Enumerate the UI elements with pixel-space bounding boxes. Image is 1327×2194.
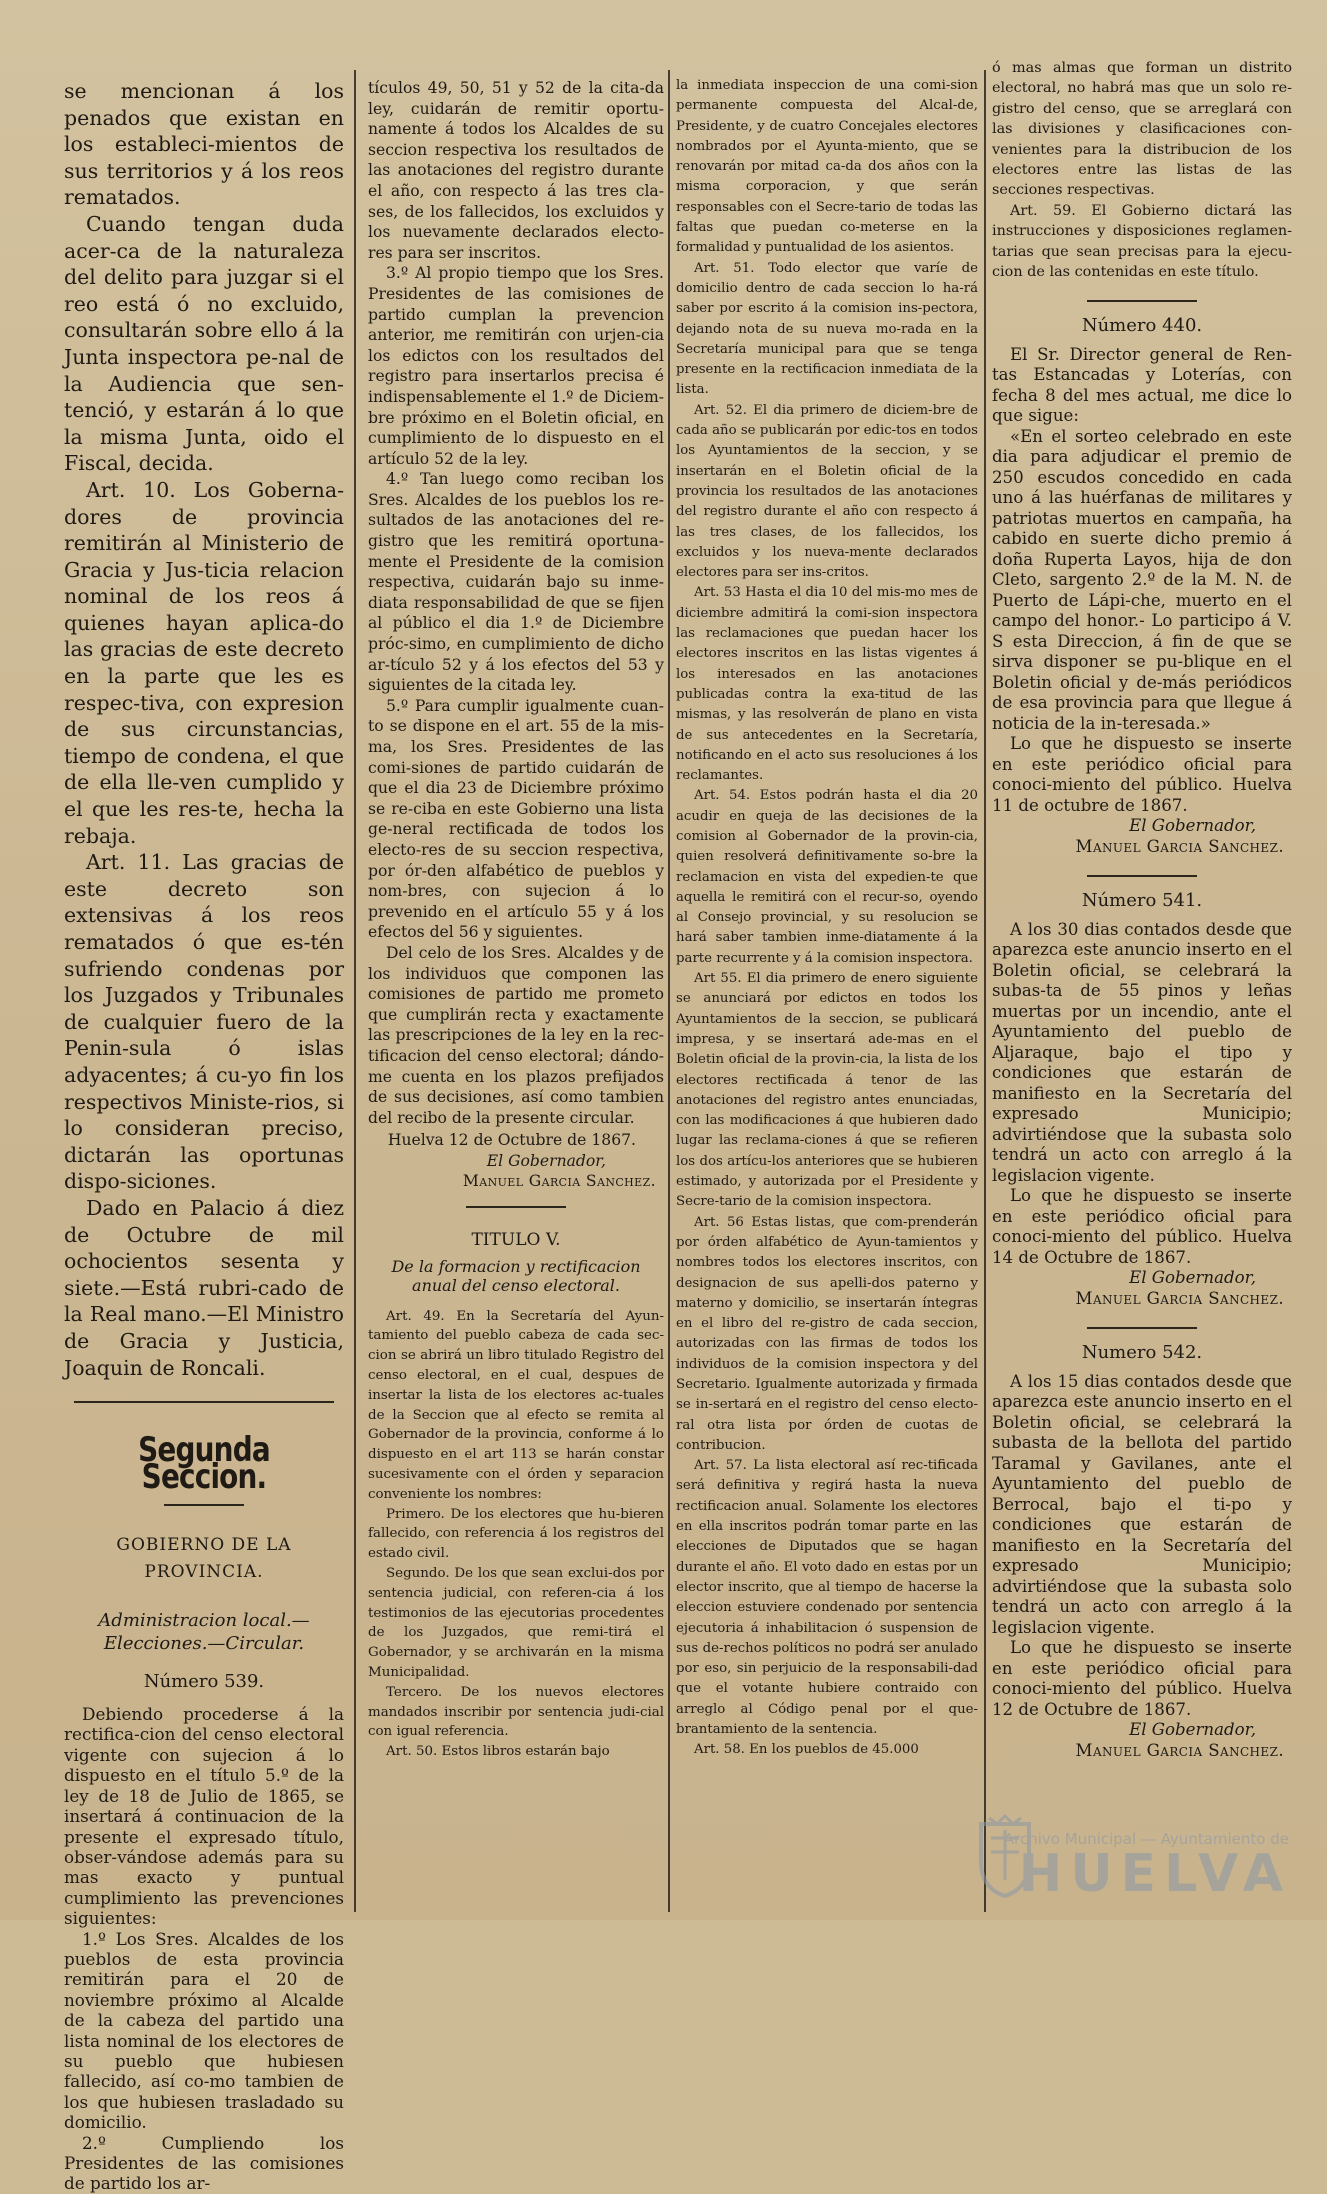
circular-body [64,1704,344,2194]
column-1 [64,78,344,2194]
decree-closing: Dado en Palacio á diez de Octubre de mil ochocientos sesenta y siete.—Está rubri-cado de la Real mano.—El Ministro de Gracia y Justicia, Joaquin de Roncali. [64,1195,344,1380]
notice-number: Número 541. [1081,890,1203,912]
column-rule [984,70,986,1912]
paragraph: se mencionan á los penados que existan en los estableci-mientos de sus territorios y á los reos rematados. [64,79,344,210]
paragraph: «En el sorteo celebrado en este dia para adjudicar el premio de 250 escudos concedido en cada uno á las huérfanas de militares y patriotas muertos en campaña, ha cabido en suerte dicho premio á doña Ruperta Layos, hija de don Cleto, sargento 2.º de la M. N. de Puerto de Lápi-che, muerto en el campo del honor.- Lo participo á V. S esta Direccion, á fin de que se sirva disponer se pu-blique en el Boletin oficial y de-más periódicos de esa provincia para que llegue á noticia de la in-teresada.» [992,426,1292,733]
divider [164,1504,244,1506]
paragraph: A los 15 dias contados desde que aparezca este anuncio inserto en el Boletin oficial, se celebrará la subasta de la bellota del partido Taramal y Gavilanes, ante el Ayuntamiento del pueblo de Berrocal, bajo el ti-po y condiciones que estarán de manifiesto en la Secretaría del expresado Municipio; advirtiéndose que la subasta solo tendrá un acto con arreglo á la legislacion vigente. [992,1371,1292,1637]
column-4 [992,58,1292,1920]
paragraph: Lo que he dispuesto se inserte en este periódico oficial para conoci-miento del público. Huelva 11 de octubre de 1867. [992,734,1292,815]
signature-title: El Gobernador, [486,1151,606,1170]
watermark-top-text: Archivo Municipal — Ayuntamiento de [1003,1830,1289,1848]
gobierno-heading: GOBIERNO DE LA PROVINCIA. [116,1535,292,1582]
article-52: Art. 52. El dia primero de diciem-bre de cada año se publicarán por edic-tos en todos los Ayuntamientos de la seccion, y se insertarán en el Boletin oficial de la provincia los resultados de las anotaciones del registro durante el año con respecto á las tres clases, de los fallecidos, los excluidos y los nueva-mente declarados electores para ser ins-critos. [676,402,978,581]
signature-name: Manuel Garcia Sanchez. [462,1172,656,1191]
paragraph: Cuando tengan duda acer-ca de la naturaleza del delito para juzgar si el reo está ó no excluido, consultarán sobre ello á la Junta inspectora pe-nal de la Audiencia que sen-tenció, y estarán á lo que la misma Junta, oido el Fiscal, decida. [64,211,344,476]
paragraph: Debiendo procederse á la rectifica-cion del censo electoral vigente con sujecion á lo dispuesto en el título 5.º de la ley de 18 de Julio de 1865, se insertará á continuacion de la presente el expresado título, obser-vándose además para su mas exacto y puntual cumplimiento las prevenciones siguientes: [64,1704,344,1929]
paragraph: la inmediata inspeccion de una comi-sion permanente compuesta del Alcal-de, Presidente, y de cuatro Concejales electores nombrados por el Ayunta-miento, que se renovarán por mitad ca-da dos años con la misma corporacion, y que serán responsables con el Secre-tario de todas las faltas que puedan co-meterse en la formalidad y puntualidad de los asientos. [676,78,978,256]
article-58: Art. 58. En los pueblos de 45.000 [694,1742,919,1758]
divider [466,1206,566,1208]
signature-title: El Gobernador, [1129,1268,1256,1288]
paragraph: Tercero. De los nuevos electores mandados inscribir por sentencia judi-cial con igual referencia. [368,1684,664,1740]
paragraph: Lo que he dispuesto se inserte en este periódico oficial para conoci-miento del público. Huelva 12 de Octubre de 1867. [992,1638,1292,1719]
article-57: Art. 57. La lista electoral así rec-tificada será definitiva y regirá hasta la nueva rectificacion anual. Solamente los electores en ella inscritos podrán tomar parte en las elecciones de Diputados que se hagan durante el año. El voto dado en estas por un elector inscrito, que al tiempo de hacerse la eleccion estuviere condenado por sentencia ejecutoria á inhabilitacion ó suspension de sus de-rechos políticos no podrá ser anulado por eso, sin perjuicio de la responsabili-dad que el votante hubiere contraido con arreglo al Código penal por el que-brantamiento de la sentencia. [676,1458,978,1738]
signature-date: Huelva 12 de Octubre de 1867. [387,1131,636,1150]
signature-name: Manuel Garcia Sanchez. [1075,836,1284,856]
paragraph: 4.º Tan luego como reciban los Sres. Alcaldes de los pueblos los re-sultados de las anotaciones del re-gistro que les remitirá oportuna-mente el Presidente de la comision respectiva, cuidarán bajo su inme-diata responsabilidad de que se fijen al público el dia 1.º de Diciembre próc-simo, en cumplimiento de dicho ar-tículo 52 y á los efectos del 53 y siguientes de la citada ley. [368,470,664,695]
section-title: Segunda Seccion. [138,1430,270,1497]
article-49: Art. 49. En la Secretaría del Ayun-tamiento del pueblo cabeza de cada sec-cion se abrirá un libro titulado Registro del censo electoral, en el cual, despues de insertar la lista de los electores ac-tuales de la Seccion que al efecto se remita al Gobernador de la provincia, conforme á lo dispuesto en el art 113 se harán constar sucesivamente con el órden y separacion conveniente los nombres: [368,1308,664,1502]
column-rule [668,70,670,1912]
divider [74,1401,334,1403]
signature-name: Manuel Garcia Sanchez. [1075,1288,1284,1308]
archive-watermark [973,1774,1303,1914]
paragraph: tículos 49, 50, 51 y 52 de la cita-da ley, cuidarán de remitir oportu-namente á todos los Alcaldes de su seccion respectiva los resultados de las anotaciones del registro durante el año, con respecto á las tres cla-ses, de los fallecidos, los excluidos y los nuevamente declarados electo-res para ser inscritos. [368,79,664,262]
titulo-body [368,1307,664,1762]
paragraph: Del celo de los Sres. Alcaldes y de los individuos que componen las comisiones de partido me prometo que cumplirán recta y exactamente las prescripciones de la ley en la rec-tificacion del censo electoral; dándo-me cuenta en los plazos prefijados de sus decisiones, así como tambien del recibo de la presente circular. [368,943,664,1127]
article-10: Art. 10. Los Goberna-dores de provincia remitirán al Ministerio de Gracia y Jus-ticia relacion nominal de los reos á quienes hayan aplica-do las gracias de este decreto en la parte que les es respec-tiva, con expresion de sus circunstancias, tiempo de condena, el que de ella lle-ven cumplido y el que les res-te, hecha la rebaja. [64,477,344,848]
divider [1087,300,1197,302]
paragraph: ó mas almas que forman un distrito electoral, no habrá mas que un solo re-gistro del censo, que se arreglará con las divisiones y clasificaciones con-venientes para la distribucion de los electores entre las listas de las secciones respectivas. [992,60,1292,199]
titulo-subheading: De la formacion y rectificacion anual del censo electoral. [391,1256,641,1295]
notice-440 [992,316,1292,857]
signature-title: El Gobernador, [1129,1720,1256,1740]
paragraph: 5.º Para cumplir igualmente cuan-to se dispone en el art. 55 de la mis-ma, los Sres. Presidentes de las comi-siones de partido cuidarán de que el dia 23 de Diciembre próximo se re-ciba en este Gobierno una lista ge-neral rectificada de todos los electo-res de su seccion respectiva, por ór-den alfabético de pueblos y nom-bres, con sujecion á lo prevenido en el artículo 55 y á los efectos del 56 y siguientes. [368,696,664,942]
divider [1087,875,1197,877]
paragraph: Segundo. De los que sean exclui-dos por sentencia judicial, con referen-cia á los testimonios de las ejecutorias procedentes de los Juzgados, que remi-tirá el Gobernador, y se archivarán en la misma Municipalidad. [368,1566,664,1680]
divider [1087,1327,1197,1329]
signature-title: El Gobernador, [1129,816,1256,836]
column-3 [676,76,978,1920]
watermark-text: HUELVA [1018,1844,1291,1904]
article-55: Art 55. El dia primero de enero siguiente se anunciará por edictos en todos los Ayuntamientos de la seccion, se publicará impresa, y se insertará ade-mas en el Boletin oficial de la provin-cia, la lista de los electores rectificada á tenor de las anotaciones del registro antes enunciadas, con las modificaciones á que hubieren dado lugar las reclama-ciones á que se refieren los dos artícu-los anteriores que se hubieren estimado, y autorizada por el Presidente y Secre-tario de la comision inspectora. [676,971,978,1210]
paragraph: 3.º Al propio tiempo que los Sres. Presidentes de las comisiones de partido cumplan la prevencion anterior, me remitirán con urjen-cia los edictos con los resultados del registro para insertarlos precisa é indispensablemente el 1.º de Diciem-bre próximo en el Boletin oficial, en cumplimiento de lo dispuesto en el artículo 52 de la ley. [368,264,664,468]
notice-541 [992,891,1292,1309]
signature-name: Manuel Garcia Sanchez. [1075,1740,1284,1760]
paragraph: 1.º Los Sres. Alcaldes de los pueblos de esta provincia remitirán para el 20 de noviembre próximo al Alcalde de la cabeza del partido una lista nominal de los electores de su pueblo que hubiesen fallecido, así co-mo tambien de los que hubiesen trasladado su domicilio. [64,1928,344,2133]
paragraph: Primero. De los electores que hu-bieren fallecido, con referencia á los registros del estado civil. [368,1506,664,1562]
article-11: Art. 11. Las gracias de este decreto son extensivas á los reos rematados ó que es-tén sufriendo condenas por los Juzgados y Tribunales de cualquier fuero de la Penin-sula ó islas adyacentes; á cu-yo fin los respectivos Ministe-rios, si lo consideran preciso, dictarán las oportunas dispo-siciones. [64,850,344,1194]
article-56: Art. 56 Estas listas, que com-prenderán por órden alfabético de Ayun-tamientos y nombres todos los electores inscritos, con designacion de sus apelli-dos paterno y materno y domicilio, se insertarán íntegras en el libro del re-gistro de cada seccion, autorizadas con las firmas de todos los individuos de la comision inspectora y del Secretario. Igualmente autorizada y firmada se in-sertará en el registro del censo electo-ral otra lista por órden de cuotas de contribucion. [676,1214,978,1453]
notice-number: Numero 542. [1081,1342,1203,1364]
article-59: Art. 59. El Gobierno dictará las instrucciones y disposiciones reglamen-tarias que sean precisas para la ejecu-cion de las contenidas en este título. [992,202,1292,281]
column-2 [368,78,664,1920]
article-51: Art. 51. Todo elector que varíe de domicilio dentro de cada seccion lo ha-rá saber por escrito á la comision ins-pectora, dejando nota de su nueva mo-rada en la Secretaría municipal para que se tenga presente en la rectificacion inmediata de la lista. [676,260,978,398]
titulo-heading: TITULO V. [471,1230,561,1251]
notice-number: Número 539. [143,1671,265,1693]
article-50: Art. 50. Estos libros estarán bajo [386,1744,610,1760]
admin-subheading: Administracion local.—Elecciones.—Circular. [98,1610,310,1655]
notice-542 [992,1343,1292,1761]
paragraph: 2.º Cumpliendo los Presidentes de las comisiones de partido los ar- [64,2132,344,2194]
paragraph: A los 30 dias contados desde que aparezca este anuncio inserto en el Boletin oficial, se celebrará la subas-ta de 55 pinos y leñas muertas por un incendio, ante el Ayuntamiento del pueblo de Aljaraque, bajo el tipo y condiciones que estarán de manifiesto en la Secretaría del expresado Municipio; advirtiéndose que la subasta solo tendrá un acto con arreglo á la legislacion vigente. [992,919,1292,1185]
paragraph: El Sr. Director general de Ren-tas Estancadas y Loterías, con fecha 8 del mes actual, me dice lo que sigue: [992,344,1292,426]
paragraph: Lo que he dispuesto se inserte en este periódico oficial para conoci-miento del público. Huelva 14 de Octubre de 1867. [992,1186,1292,1267]
article-53: Art. 53 Hasta el dia 10 del mis-mo mes de diciembre admitirá la comi-sion inspectora las reclamaciones que puedan hacer los electores inscritos en las listas vigentes á los interesados en las anotaciones publicadas contra la exa-titud de las mismas, y las resolverán de plano en vista de sus antecedentes en la Secretaría, notificando en el acto sus resoluciones á los reclamantes. [676,585,978,784]
column-rule [354,70,356,1912]
article-54: Art. 54. Estos podrán hasta el dia 20 acudir en queja de las decisiones de la comision al Gobernador de la provin-cia, quien resolverá definitivamente so-bre la reclamacion en vista del expedien-te que aquella le remitirá con el recur-so, oyendo al Consejo provincial, y su resolucion se hará saber tambien inme-diatamente á la parte recurrente y á la comision inspectora. [676,788,978,966]
notice-number: Número 440. [1081,315,1203,337]
